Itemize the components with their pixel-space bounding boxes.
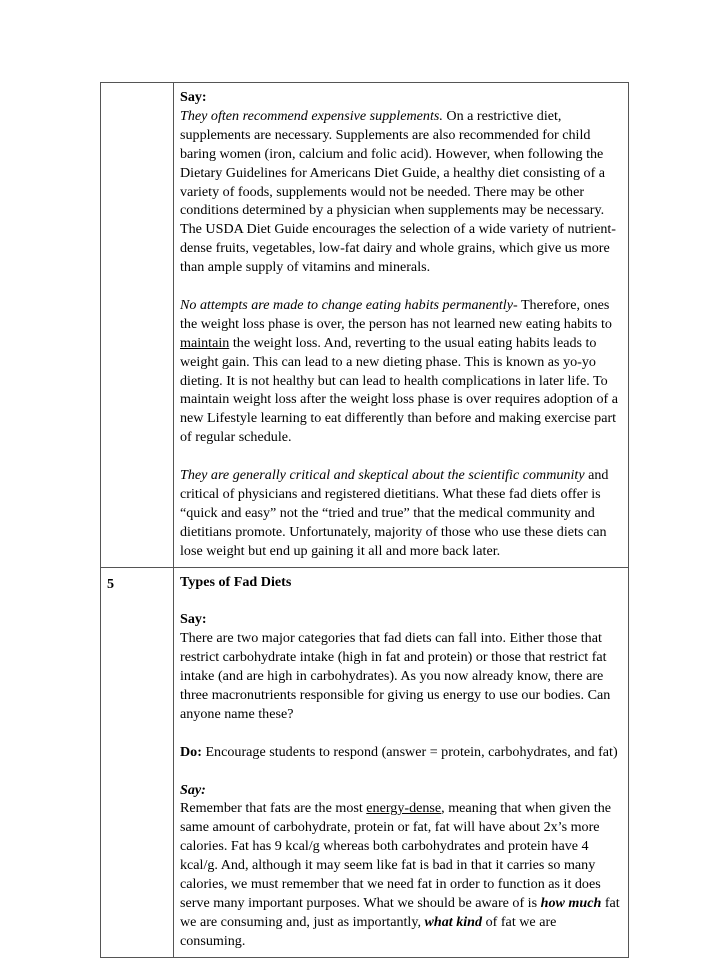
row-content-cell <box>174 83 629 568</box>
text-run: fat we are consuming and, just as importantly, <box>180 894 620 930</box>
text-run: the weight loss. And, reverting to the usual eating habits leads to weight gain. This can lead to a new dieting phase. This is known as yo-yo dieting. It is not healthy but can lead to health complications in later life. To maintain weight loss after the weight loss phase is over requires adoption of a new Lifestyle learning to eat differently than before and making exercise part of regular schedule. <box>180 334 618 446</box>
text-run: , meaning that when given the same amount of carbohydrate, protein or fat, fat will have about 2x’s more calories. Fat has 9 kcal/g whereas both carbohydrates and protein have 4 kcal/g. And, although it may seem like fat is bad in that it carries so many calories, we must remember that we need fat in order to function as it does serve many important purposes. What we should be aware of is <box>180 800 612 911</box>
spacer <box>180 277 622 296</box>
paragraph-fats <box>180 799 622 950</box>
text-run: and critical of physicians and registered dietitians. What these fad diets offer is “quick and easy” not the “tried and true” that the medical community and dietitians promote. Unfortunately, majority of those who use these diets can lose weight but end up gaining it all and more back later. <box>180 467 609 559</box>
section-heading: Types of Fad Diets <box>180 573 292 590</box>
table-row <box>101 567 629 957</box>
paragraph-eating-habits <box>180 296 622 447</box>
italic-lead: No attempts are made to change eating habits permanently <box>180 296 513 313</box>
spacer <box>180 724 622 743</box>
emphasis: what kind <box>424 913 483 930</box>
italic-lead: They are generally critical and skeptical about the scientific community <box>180 467 585 484</box>
text-run: of fat we are consuming. <box>180 913 557 949</box>
row-content-cell <box>174 567 629 957</box>
text-run: On a restrictive diet, supplements are necessary. Supplements are also recommended for child baring women (iron, calcium and folic acid). However, when following the Dietary Guidelines for Americans Diet Guide, a healthy diet consisting of a variety of foods, supplements would not be needed. There may be other conditions determined by a physician when supplements may be necessary. The USDA Diet Guide encourages the selection of a wide variety of nutrient-dense fruits, vegetables, low-fat dairy and whole grains, which give us more than ample supply of vitamins and minerals. <box>180 107 616 276</box>
spacer <box>180 762 622 781</box>
paragraph-skeptical <box>180 466 622 561</box>
text-run: Encourage students to respond (answer = protein, carbohydrates, and fat) <box>201 743 618 760</box>
say-label: Say: <box>180 781 206 798</box>
lesson-table <box>100 82 629 958</box>
spacer <box>180 592 622 611</box>
text-run: - Therefore, ones the weight loss phase is over, the person has not learned new eating habits to <box>180 296 612 332</box>
say-label: Say: <box>180 89 207 105</box>
spacer <box>180 447 622 466</box>
do-instruction <box>180 743 622 762</box>
row-number-cell: 5 <box>101 567 174 957</box>
text-run: Remember that fats are the most <box>180 800 367 817</box>
paragraph-supplements <box>180 107 622 277</box>
italic-lead: They often recommend expensive supplements. <box>180 107 443 124</box>
underlined-word: maintain <box>180 334 230 351</box>
paragraph-categories: There are two major categories that fad diets can fall into. Either those that restrict carbohydrate intake (high in fat and protein) or those that restrict fat intake (and are high in carbohydrates). As you now already know, there are three macronutrients responsible for giving us energy to use our bodies. Can anyone name these? <box>180 630 611 722</box>
do-label: Do: <box>180 743 202 760</box>
underlined-word: energy-dense <box>366 800 442 817</box>
row-number-cell <box>101 83 174 568</box>
say-label: Say: <box>180 611 207 628</box>
emphasis: how much <box>540 894 602 911</box>
table-row <box>101 83 629 568</box>
